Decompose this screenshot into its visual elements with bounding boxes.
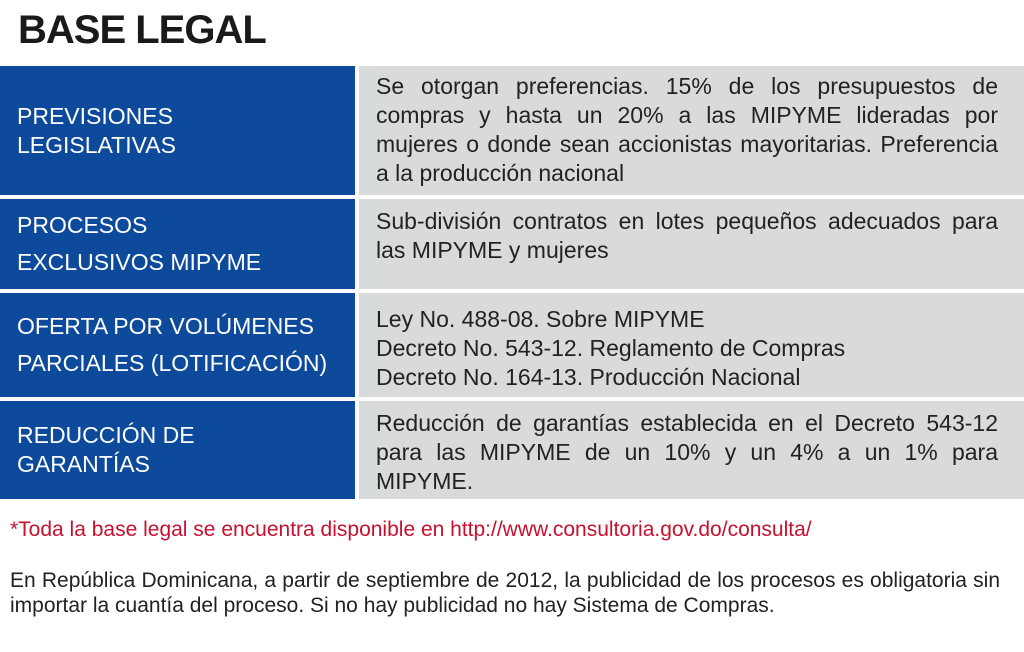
row-content-text: Sub-división contratos en lotes pequeños adecuados para las MIPYME y mujeres — [376, 208, 998, 263]
row-label-line: OFERTA POR VOLÚMENES — [17, 313, 314, 339]
table-row — [0, 66, 1024, 195]
row-label-cell — [0, 401, 355, 499]
row-content-line: Decreto No. 543-12. Reglamento de Compras — [376, 335, 846, 361]
row-content-line: Decreto No. 164-13. Producción Nacional — [376, 364, 801, 390]
row-content-cell — [359, 66, 1024, 195]
row-label-line: PARCIALES (LOTIFICACIÓN) — [17, 350, 328, 376]
row-label-line: PROCESOS — [17, 212, 148, 238]
row-label-cell — [0, 66, 355, 195]
row-label-line: EXCLUSIVOS MIPYME — [17, 249, 262, 275]
legal-availability-note: *Toda la base legal se encuentra disponible en http://www.consultoria.gov.do/consulta/ — [10, 518, 812, 541]
table-row — [0, 293, 1024, 397]
table-row — [0, 401, 1024, 499]
legal-basis-table — [0, 66, 1024, 503]
row-content-cell — [359, 293, 1024, 397]
row-label-cell — [0, 199, 355, 289]
page-title: BASE LEGAL — [18, 8, 266, 52]
row-label-line: GARANTÍAS — [17, 451, 150, 477]
row-label-line: REDUCCIÓN DE — [17, 422, 195, 448]
row-content-text: Reducción de garantías establecida en el Decreto 543-12 para las MIPYME de un 10% y un 4% a un 1% para MIPYME. — [376, 410, 998, 494]
row-content-line: Ley No. 488-08. Sobre MIPYME — [376, 306, 705, 332]
footer-paragraph: En República Dominicana, a partir de septiembre de 2012, la publicidad de los procesos es obligatoria sin importar la cuantía del proceso. Si no hay publicidad no hay Sistema de Compras. — [10, 569, 1000, 617]
row-content-text: Se otorgan preferencias. 15% de los presupuestos de compras y hasta un 20% a las MIPYME lideradas por mujeres o donde sean accionistas mayoritarias. Preferencia a la producción nacional — [376, 73, 998, 186]
row-label-cell — [0, 293, 355, 397]
row-label-line: PREVISIONES — [17, 102, 173, 129]
row-content-cell — [359, 401, 1024, 499]
row-label-line: LEGISLATIVAS — [17, 131, 176, 158]
row-content-cell — [359, 199, 1024, 289]
table-row — [0, 199, 1024, 289]
